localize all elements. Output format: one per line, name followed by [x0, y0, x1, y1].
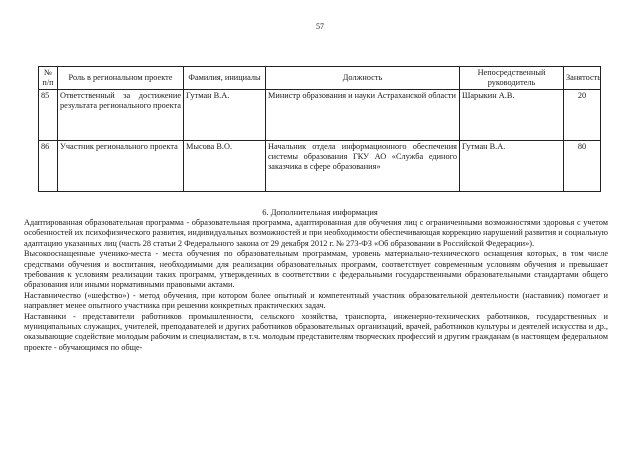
row-name: Гутман В.А.: [184, 90, 266, 141]
header-supervisor: Непосредственный руководитель: [460, 67, 564, 90]
section-body: [24, 218, 608, 353]
header-name: Фамилия, инициалы: [184, 67, 266, 90]
section-heading: 6. Дополнительная информация: [262, 207, 378, 217]
page-number: 57: [316, 22, 324, 31]
row-num: 86: [39, 141, 58, 192]
row-position: Начальник отдела информационного обеспечения системы образования ГКУ АО «Служба единого заказчика в сфере образования»: [266, 141, 460, 192]
paragraph-adapted-program: Адаптированная образовательная программа - образовательная программа, адаптированная для обучения лиц с ограниченными возможностями здоровья с учетом особенностей их психофизического развития, индивидуальных возможностей и при необходимости обеспечивающая коррекцию нарушений развития и социальную адаптацию указанных лиц (часть 28 статьи 2 Федерального закона от 29 декабря 2012 г. № 273-ФЗ «Об образовании в Российской Федерации»).: [24, 218, 608, 248]
header-employment: Занятость: [564, 67, 601, 90]
participants-table: [38, 66, 601, 192]
paragraph-mentors: Наставники - представители работников промышленности, сельского хозяйства, транспорта, инженерно-технических работников, государственных и муниципальных служащих, учителей, преподавателей и других работников образовательных организаций, врачей, работников культуры и деятелей искусства и др., оказывающие содействие молодым рабочим и специалистам, в т.ч. молодым представителям творческих профессий и другим гражданам (в настоящем федеральном проекте - обучающимся по обще-: [24, 311, 608, 352]
row-num: 85: [39, 90, 58, 141]
row-role: Ответственный за достижение результата регионального проекта: [58, 90, 184, 141]
row-name: Мысова В.О.: [184, 141, 266, 192]
row-role: Участник регионального проекта: [58, 141, 184, 192]
paragraph-equipped-places: Высокооснащенные ученико-места - места обучения по образовательным программам, уровень материально-технического оснащения которых, в том числе средствами обучения и воспитания, необходимыми для реализации образовательных программ, соответствует современным условиям обучения и превышает требования к условиям реализации таких программ, утвержденных в соответствии с федеральными государственными образовательными стандартами общего образования или иными нормативными правовыми актами.: [24, 249, 608, 290]
table-row: [39, 141, 601, 192]
table-header-row: [39, 67, 601, 90]
row-supervisor: Гутман В.А.: [460, 141, 564, 192]
row-position: Министр образования и науки Астраханской области: [266, 90, 460, 141]
header-position: Должность: [266, 67, 460, 90]
row-supervisor: Шарыкин А.В.: [460, 90, 564, 141]
row-employment: 80: [564, 141, 601, 192]
paragraph-mentoring: Наставничество («шефство») - метод обучения, при котором более опытный и компетентный участник образовательной деятельности (наставник) помогает и направляет менее опытного участника при решении конкретных практических задач.: [24, 290, 608, 311]
row-employment: 20: [564, 90, 601, 141]
header-role: Роль в региональном проекте: [58, 67, 184, 90]
table-row: [39, 90, 601, 141]
header-num: № п/п: [39, 67, 58, 90]
